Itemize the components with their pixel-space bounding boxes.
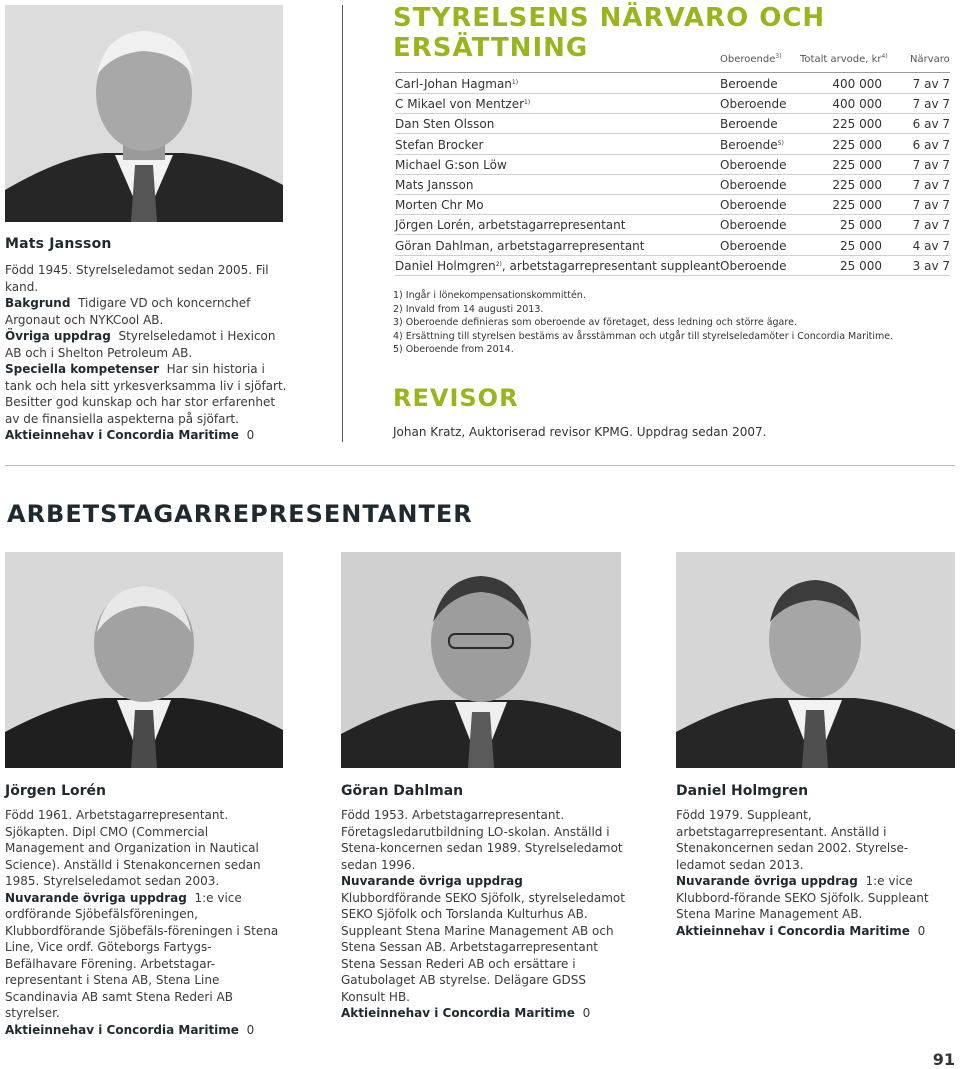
rep-other — [341, 873, 626, 1005]
rep-shares-label: Aktieinnehav i Concordia Maritime — [676, 923, 910, 938]
footnote: 2) Invald from 14 augusti 2013. — [393, 303, 544, 315]
rep-name-1: Jörgen Lorén — [5, 783, 106, 799]
row-status: Beroende — [720, 117, 778, 132]
rep-shares — [341, 1005, 626, 1022]
skills-text: Har sin historia i tank och hela sitt yrkesverksamma liv i sjöfart. Besitter god kunskap och har stor erfarenhet av de finansiella aspekterna på sjöfart. — [5, 362, 287, 426]
rep-name-2: Göran Dahlman — [341, 783, 464, 799]
row-status: Oberoende — [720, 258, 787, 273]
footnote: 1) Ingår i lönekompensationskommittén. — [393, 290, 586, 301]
shares-label: Aktieinnehav i Concordia Maritime — [5, 428, 239, 442]
row-fee: 225 000 — [832, 178, 882, 192]
row-fee: 225 000 — [832, 157, 882, 172]
row-fee: 225 000 — [832, 198, 882, 213]
row-status: Oberoende — [720, 157, 787, 172]
row-attendance: 4 av 7 — [912, 238, 950, 253]
row-name: Carl-Johan Hagman$^{1)}$ — [395, 77, 519, 91]
rep-bio-2 — [341, 807, 626, 1022]
row-status: Oberoende — [720, 238, 787, 253]
row-name: Dan Sten Olsson — [395, 117, 495, 132]
footnote: 4) Ersättning till styrelsen bestäms av årsstämman och utgår till styrelseledamöter i Concordia Maritime. — [393, 330, 894, 342]
row-name: Mats Jansson — [395, 178, 474, 192]
table-row — [395, 155, 950, 175]
row-fee: 25 000 — [840, 218, 882, 233]
row-name: Morten Chr Mo — [395, 198, 484, 213]
rep-other-label: Nuvarande övriga uppdrag — [341, 874, 523, 888]
page-title: STYRELSENS NÄRVARO OCH ERSÄTTNING — [393, 3, 826, 63]
column-divider — [342, 5, 343, 442]
row-fee: 400 000 — [832, 77, 882, 91]
profile-bio — [5, 262, 293, 444]
profile-born: Född 1945. Styrelseledamot sedan 2005. Fil kand. — [5, 263, 269, 294]
rep-shares-value: 0 — [582, 1006, 591, 1020]
row-status: Beroende — [720, 77, 778, 91]
rep-shares-label: Aktieinnehav i Concordia Maritime — [341, 1006, 575, 1020]
rep-intro: Född 1953. Arbetstagarrepresentant. Företagsledarutbildning LO-skolan. Anställd i Stena-koncernen sedan 1989. Styrelseledamot sedan 1996. — [341, 808, 623, 872]
other-text: Styrelseledamot i Hexicon AB och i Shelton Petroleum AB. — [5, 329, 276, 360]
profile-background — [5, 295, 293, 328]
table-row — [395, 195, 950, 215]
row-fee: 225 000 — [832, 117, 882, 132]
rep-shares — [676, 923, 956, 940]
rep-other-text: 1:e vice Klubbord-förande SEKO Sjöfolk. Suppleant Stena Marine Management AB. — [676, 874, 929, 921]
rep-other — [5, 890, 280, 1022]
table-row — [395, 175, 950, 195]
rep-photo-2 — [341, 552, 621, 768]
profile-shares — [5, 427, 293, 444]
portrait-illustration — [5, 552, 283, 768]
table-row — [395, 256, 950, 276]
rep-shares-value: 0 — [917, 923, 926, 938]
profile-skills — [5, 361, 293, 427]
table-row — [395, 74, 950, 94]
footnote: 3) Oberoende definieras som oberoende av företaget, dess ledning och större ägare. — [393, 317, 797, 329]
rep-other-label: Nuvarande övriga uppdrag — [5, 890, 187, 905]
row-attendance: 6 av 7 — [912, 137, 950, 152]
row-status: Oberoende — [720, 218, 787, 233]
revisor-text: Johan Kratz, Auktoriserad revisor KPMG. Uppdrag sedan 2007. — [393, 425, 767, 439]
table-row — [395, 236, 950, 256]
background-text: Tidigare VD och koncernchef Argonaut och NYKCool AB. — [5, 296, 251, 327]
table-row — [395, 215, 950, 235]
row-attendance: 3 av 7 — [912, 258, 950, 273]
rep-other — [676, 873, 956, 923]
rep-shares-label: Aktieinnehav i Concordia Maritime — [5, 1022, 239, 1037]
row-attendance: 7 av 7 — [912, 157, 950, 172]
revisor-title: REVISOR — [393, 384, 519, 412]
table-notes — [393, 289, 953, 357]
row-name: Jörgen Lorén, arbetstagarrepresentant — [395, 218, 626, 233]
row-name: C Mikael von Mentzer$^{1)}$ — [395, 97, 531, 112]
row-fee: 25 000 — [840, 238, 882, 253]
rep-other-text: 1:e vice ordförande Sjöbefälsföreningen, Klubbordförande Sjöbefäls-föreningen i Stena Line, Vice ordf. Göteborgs Fartygs-Befälhavare Förening. Arbetstagar-representant i Stena AB, Stena Line Scandinavia AB samt Stena Rederi AB styrelser. — [5, 890, 279, 1020]
section-rule — [5, 465, 955, 466]
rep-photo-1 — [5, 552, 283, 768]
row-status: Beroende$^{5)}$ — [720, 137, 784, 152]
row-attendance: 7 av 7 — [912, 178, 950, 192]
row-name: Michael G:son Löw — [395, 157, 507, 172]
row-attendance: 7 av 7 — [912, 97, 950, 112]
portrait-illustration — [341, 552, 621, 768]
row-name: Göran Dahlman, arbetstagarrepresentant — [395, 238, 645, 253]
reps-title: ARBETSTAGARREPRESENTANTER — [7, 500, 473, 528]
other-label: Övriga uppdrag — [5, 329, 111, 343]
profile-other — [5, 328, 293, 361]
rep-photo-3 — [676, 552, 955, 768]
portrait-illustration — [676, 552, 955, 768]
row-name: Daniel Holmgren$^{2)}$, arbetstagarrepresentant suppleant — [395, 258, 721, 273]
row-attendance: 7 av 7 — [912, 218, 950, 233]
header-status: Oberoende$^{3)}$ — [720, 53, 782, 65]
header-fee: Totalt arvode, $kr^{4)}$ — [800, 53, 888, 65]
rep-other-label: Nuvarande övriga uppdrag — [676, 874, 858, 888]
header-attendance: Närvaro — [910, 54, 950, 65]
row-attendance: 7 av 7 — [912, 77, 950, 91]
rep-name-3: Daniel Holmgren — [676, 783, 809, 799]
rep-other-text: Klubbordförande SEKO Sjöfolk, styrelseledamot SEKO Sjöfolk och Torslanda Kulturhus AB. Suppleant Stena Marine Management AB och Stena Sessan AB. Arbetstagarrepresentant Stena Sessan Rederi AB och ersättare i Gatubolaget AB styrelse. Delägare GDSS Konsult HB. — [341, 890, 625, 1004]
rep-bio-3 — [676, 807, 956, 939]
row-status: Oberoende — [720, 178, 787, 192]
row-status: Oberoende — [720, 97, 787, 112]
page-number: 91 — [932, 1050, 955, 1069]
background-label: Bakgrund — [5, 296, 71, 310]
portrait-illustration — [5, 5, 283, 222]
row-name: Stefan Brocker — [395, 137, 484, 152]
row-fee: 225 000 — [832, 137, 882, 152]
profile-photo — [5, 5, 283, 222]
row-fee: 25 000 — [840, 258, 882, 273]
rep-bio-1 — [5, 807, 280, 1038]
footnote: 5) Oberoende from 2014. — [393, 344, 514, 356]
table-row — [395, 94, 950, 114]
row-status: Oberoende — [720, 198, 787, 213]
rep-shares-value: 0 — [246, 1022, 255, 1037]
skills-label: Speciella kompetenser — [5, 362, 159, 376]
rep-intro: Född 1979. Suppleant, arbetstagarrepresentant. Anställd i Stenakoncernen sedan 2002. Styrelse-ledamot sedan 2013. — [676, 808, 909, 872]
row-attendance: 6 av 7 — [912, 117, 950, 132]
table-top-rule — [395, 72, 950, 73]
profile-name: Mats Jansson — [5, 236, 112, 252]
shares-value: 0 — [246, 428, 255, 442]
table-row — [395, 135, 950, 155]
table-row — [395, 114, 950, 134]
rep-shares — [5, 1022, 280, 1039]
row-fee: 400 000 — [832, 97, 882, 112]
rep-intro: Född 1961. Arbetstagarrepresentant. Sjökapten. Dipl CMO (Commercial Management and Organization in Nautical Science). Anställd i Stenakoncernen sedan 1985. Styrelseledamot sedan 2003. — [5, 808, 261, 888]
row-attendance: 7 av 7 — [912, 198, 950, 213]
